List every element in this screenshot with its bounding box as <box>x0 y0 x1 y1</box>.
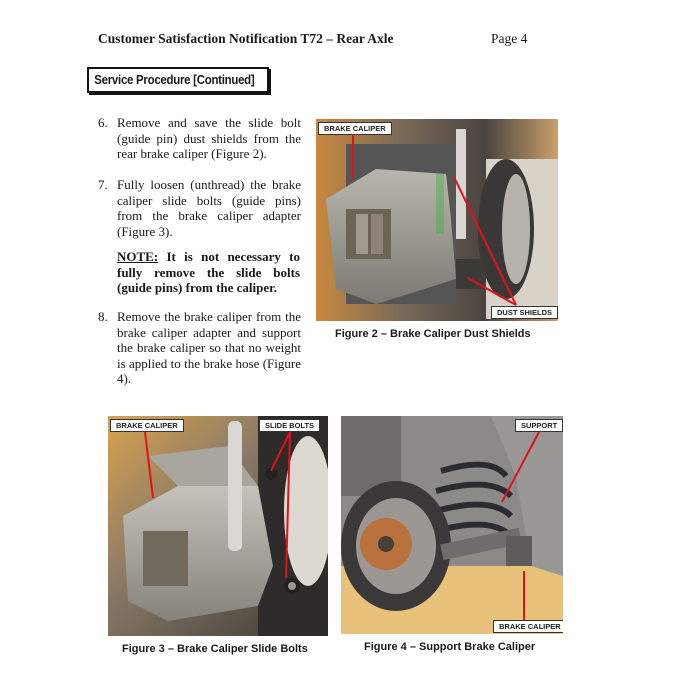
callout-label-support: SUPPORT <box>515 419 563 432</box>
document-header-title: Customer Satisfaction Notification T72 – Rear Axle <box>98 31 394 46</box>
callout-label-brake-caliper: BRAKE CALIPER <box>110 419 184 432</box>
figure-4-photo <box>341 416 563 634</box>
step-number: 6. <box>98 115 108 130</box>
step-8 <box>98 309 301 387</box>
step-number: 8. <box>98 309 108 324</box>
callout-arrows <box>341 416 563 634</box>
callout-arrows <box>316 119 558 321</box>
figure-3-photo <box>108 416 328 636</box>
callout-arrows <box>108 416 328 636</box>
section-heading-box <box>87 67 269 93</box>
figure-4-caption: Figure 4 – Support Brake Caliper <box>364 641 536 653</box>
step-number: 7. <box>98 177 108 192</box>
step-text: Fully loosen (unthread) the brake caliper slide bolts (guide pins) from the brake caliper adapter (Figure 3). <box>117 177 301 239</box>
step-7 <box>98 177 301 239</box>
figure-2-photo <box>316 119 558 321</box>
callout-label-brake-caliper: BRAKE CALIPER <box>318 122 392 135</box>
callout-label-dust-shields: DUST SHIELDS <box>491 306 558 319</box>
step-6 <box>98 115 301 162</box>
step-text: Remove and save the slide bolt (guide pin) dust shields from the rear brake caliper (Figure 2). <box>117 115 301 162</box>
figure-3-caption: Figure 3 – Brake Caliper Slide Bolts <box>122 643 308 655</box>
note-label: NOTE: <box>117 249 159 264</box>
step-text: Remove the brake caliper from the brake caliper adapter and support the brake caliper so that no weight is applied to the brake hose (Figure 4). <box>117 309 301 387</box>
section-heading: Service Procedure [Continued] <box>94 72 255 87</box>
page-number: Page 4 <box>491 31 528 46</box>
note-text: It is not necessary to fully remove the slide bolts (guide pins) from the caliper. <box>117 249 300 296</box>
figure-2-caption: Figure 2 – Brake Caliper Dust Shields <box>335 328 531 340</box>
callout-label-slide-bolts: SLIDE BOLTS <box>259 419 320 432</box>
note-block <box>117 249 300 296</box>
callout-label-brake-caliper: BRAKE CALIPER <box>493 620 563 633</box>
